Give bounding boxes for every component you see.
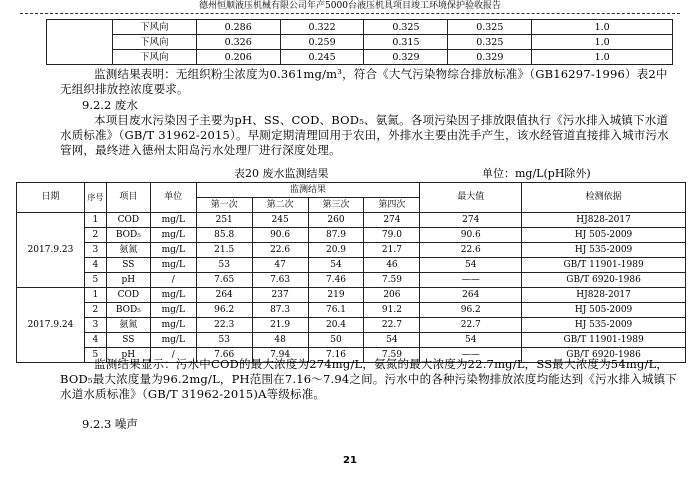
table-cell: 50 — [308, 333, 364, 348]
table-cell: 96.2 — [420, 303, 522, 318]
table-cell: SS — [106, 333, 150, 348]
table-cell: 3 — [84, 243, 106, 258]
header-item: 项目 — [106, 183, 150, 213]
table-cell: 22.3 — [196, 318, 252, 333]
table-row — [17, 318, 686, 333]
table-cell: 245 — [252, 213, 308, 228]
table-cell: 91.2 — [364, 303, 420, 318]
table-cell: 96.2 — [196, 303, 252, 318]
table-cell: 7.66 — [196, 348, 252, 363]
table-row — [17, 243, 686, 258]
table-cell: 7.59 — [364, 348, 420, 363]
table-cell: 1 — [84, 288, 106, 303]
header-basis: 检测依据 — [522, 183, 686, 213]
table-cell: 0.325 — [448, 35, 532, 50]
table-cell: 0.322 — [280, 20, 364, 35]
table-cell: HJ 505-2009 — [522, 228, 686, 243]
table-header-row — [17, 183, 686, 198]
table-row — [17, 288, 686, 303]
table-row — [47, 50, 673, 65]
section-heading-wastewater: 9.2.2 废水 — [82, 98, 138, 112]
table-cell: 氨氮 — [106, 243, 150, 258]
wastewater-table — [16, 182, 686, 363]
table-cell: 7.16 — [308, 348, 364, 363]
wastewater-table-body — [17, 213, 686, 363]
table-title: 表20 废水监测结果 — [234, 167, 329, 180]
table-cell: 21.9 — [252, 318, 308, 333]
table-cell: 54 — [308, 258, 364, 273]
date-cell: 2017.9.23 — [17, 213, 85, 288]
header-round: 第二次 — [252, 198, 308, 213]
table-cell: 22.6 — [420, 243, 522, 258]
table-cell: 0.245 — [280, 50, 364, 65]
table-cell: 2 — [84, 303, 106, 318]
table-row — [47, 35, 673, 50]
table-cell — [47, 20, 113, 65]
table-cell: 76.1 — [308, 303, 364, 318]
table-cell: 1.0 — [532, 35, 673, 50]
table-cell: 87.9 — [308, 228, 364, 243]
table-row — [17, 333, 686, 348]
table-cell: 90.6 — [420, 228, 522, 243]
table-cell: 22.7 — [420, 318, 522, 333]
table-cell: mg/L — [150, 333, 196, 348]
table-cell: 下风向 — [112, 20, 196, 35]
header-seq: 序号 — [84, 183, 106, 213]
table-cell: 264 — [420, 288, 522, 303]
table-cell: mg/L — [150, 243, 196, 258]
table-cell: 264 — [196, 288, 252, 303]
table-cell: 7.46 — [308, 273, 364, 288]
header-date: 日期 — [17, 183, 85, 213]
page-header: 德州恒顺液压机械有限公司年产5000台液压机具项目竣工环境保护验收报告 — [20, 0, 680, 14]
table-row — [17, 258, 686, 273]
table-cell: 53 — [196, 333, 252, 348]
table-cell: 5 — [84, 273, 106, 288]
table-cell: 7.63 — [252, 273, 308, 288]
wastewater-intro-paragraph: 本项目废水污染因子主要为pH、SS、COD、BOD₅、氨氮。各项污染因子排放限值执行《污水排入城镇下水道水质标准》（GB/T 31962-2015）。早厕定期清理回用于农田，外排水主要由洗手产生，该水经管道直接排入城市污水管网，最终进入德州太阳岛污水处理厂进行深度处理。 — [60, 113, 669, 157]
table-cell: HJ 535-2009 — [522, 318, 686, 333]
table-cell: BOD₅ — [106, 228, 150, 243]
table-cell: 22.6 — [252, 243, 308, 258]
header-results: 监测结果 — [196, 183, 420, 198]
table-cell: —— — [420, 273, 522, 288]
table-cell: / — [150, 273, 196, 288]
table-cell: GB/T 11901-1989 — [522, 333, 686, 348]
table-cell: 2 — [84, 228, 106, 243]
table-cell: 53 — [196, 258, 252, 273]
table-cell: 22.7 — [364, 318, 420, 333]
table-cell: 1 — [84, 213, 106, 228]
table-cell: mg/L — [150, 303, 196, 318]
table-cell: 0.325 — [448, 20, 532, 35]
table-cell: mg/L — [150, 288, 196, 303]
table-cell: 46 — [364, 258, 420, 273]
table-cell: 1.0 — [532, 50, 673, 65]
table-cell: 87.3 — [252, 303, 308, 318]
table-cell: pH — [106, 273, 150, 288]
table-cell: —— — [420, 348, 522, 363]
table-cell: 0.315 — [364, 35, 448, 50]
table-cell: 7.65 — [196, 273, 252, 288]
table-cell: 54 — [420, 258, 522, 273]
table-cell: 7.59 — [364, 273, 420, 288]
table-cell: GB/T 11901-1989 — [522, 258, 686, 273]
table-cell: 下风向 — [112, 50, 196, 65]
table-cell: GB/T 6920-1986 — [522, 273, 686, 288]
table-cell: 20.9 — [308, 243, 364, 258]
date-cell: 2017.9.24 — [17, 288, 85, 363]
table-row — [17, 303, 686, 318]
table-cell: 47 — [252, 258, 308, 273]
table-unit: 单位：mg/L(pH除外) — [482, 167, 591, 180]
header-round: 第一次 — [196, 198, 252, 213]
air-result-paragraph: 监测结果表明：无组织粉尘浓度为0.361mg/m³，符合《大气污染物综合排放标准》（GB16297-1996）表2中无组织排放控浓度要求。 — [60, 67, 668, 96]
table-cell: 0.259 — [280, 35, 364, 50]
table-cell: 下风向 — [112, 35, 196, 50]
table-cell: 90.6 — [252, 228, 308, 243]
header-round: 第三次 — [308, 198, 364, 213]
table-cell: HJ828-2017 — [522, 288, 686, 303]
header-unit: 单位 — [150, 183, 196, 213]
table-cell: BOD₅ — [106, 303, 150, 318]
table-cell: 4 — [84, 258, 106, 273]
table-row — [17, 273, 686, 288]
table-cell: / — [150, 348, 196, 363]
table-cell: mg/L — [150, 258, 196, 273]
section-heading-noise: 9.2.3 噪声 — [82, 417, 138, 431]
table-cell: mg/L — [150, 228, 196, 243]
table-cell: 237 — [252, 288, 308, 303]
table-cell: pH — [106, 348, 150, 363]
table-cell: COD — [106, 213, 150, 228]
table-cell: 48 — [252, 333, 308, 348]
table-cell: 0.206 — [196, 50, 280, 65]
table-cell: COD — [106, 288, 150, 303]
table-cell: 54 — [364, 333, 420, 348]
page-number: 21 — [343, 455, 357, 466]
table-cell: 260 — [308, 213, 364, 228]
table-cell: 85.8 — [196, 228, 252, 243]
table-cell: 274 — [420, 213, 522, 228]
table-cell: 7.94 — [252, 348, 308, 363]
table-cell: 1.0 — [532, 20, 673, 35]
table-cell: 20.4 — [308, 318, 364, 333]
table-cell: 21.7 — [364, 243, 420, 258]
table-row — [17, 228, 686, 243]
table-row — [17, 213, 686, 228]
table-cell: 0.286 — [196, 20, 280, 35]
table-cell: 0.329 — [448, 50, 532, 65]
table-cell: 0.325 — [364, 20, 448, 35]
table-cell: HJ828-2017 — [522, 213, 686, 228]
table-cell: SS — [106, 258, 150, 273]
table-cell: 79.0 — [364, 228, 420, 243]
header-max: 最大值 — [420, 183, 522, 213]
table-cell: 274 — [364, 213, 420, 228]
table-cell: 206 — [364, 288, 420, 303]
table-cell: 4 — [84, 333, 106, 348]
table-cell: 251 — [196, 213, 252, 228]
table-cell: 21.5 — [196, 243, 252, 258]
table-cell: 0.326 — [196, 35, 280, 50]
table-cell: mg/L — [150, 318, 196, 333]
wastewater-result-paragraph: 监测结果显示：污水中COD的最大浓度为274mg/L，氨氮的最大浓度为22.7mg/L，SS最大浓度为54mg/L，BOD₅最大浓度量为96.2mg/L，PH范围在7.16～7.94之间。污水中的各种污染物排放浓度均能达到《污水排入城镇下水道水质标准》（GB/T 31962-2015)A等级标准。 — [60, 357, 677, 401]
table-cell: 氨氮 — [106, 318, 150, 333]
table-cell: HJ 535-2009 — [522, 243, 686, 258]
table-cell: 54 — [420, 333, 522, 348]
table-cell: 0.329 — [364, 50, 448, 65]
table-cell: 219 — [308, 288, 364, 303]
table-cell: mg/L — [150, 213, 196, 228]
table-cell: HJ 505-2009 — [522, 303, 686, 318]
table-cell: GB/T 6920-1986 — [522, 348, 686, 363]
table-cell: 5 — [84, 348, 106, 363]
table-cell: 3 — [84, 318, 106, 333]
table-row — [47, 20, 673, 35]
header-round: 第四次 — [364, 198, 420, 213]
air-monitoring-table — [46, 19, 673, 65]
